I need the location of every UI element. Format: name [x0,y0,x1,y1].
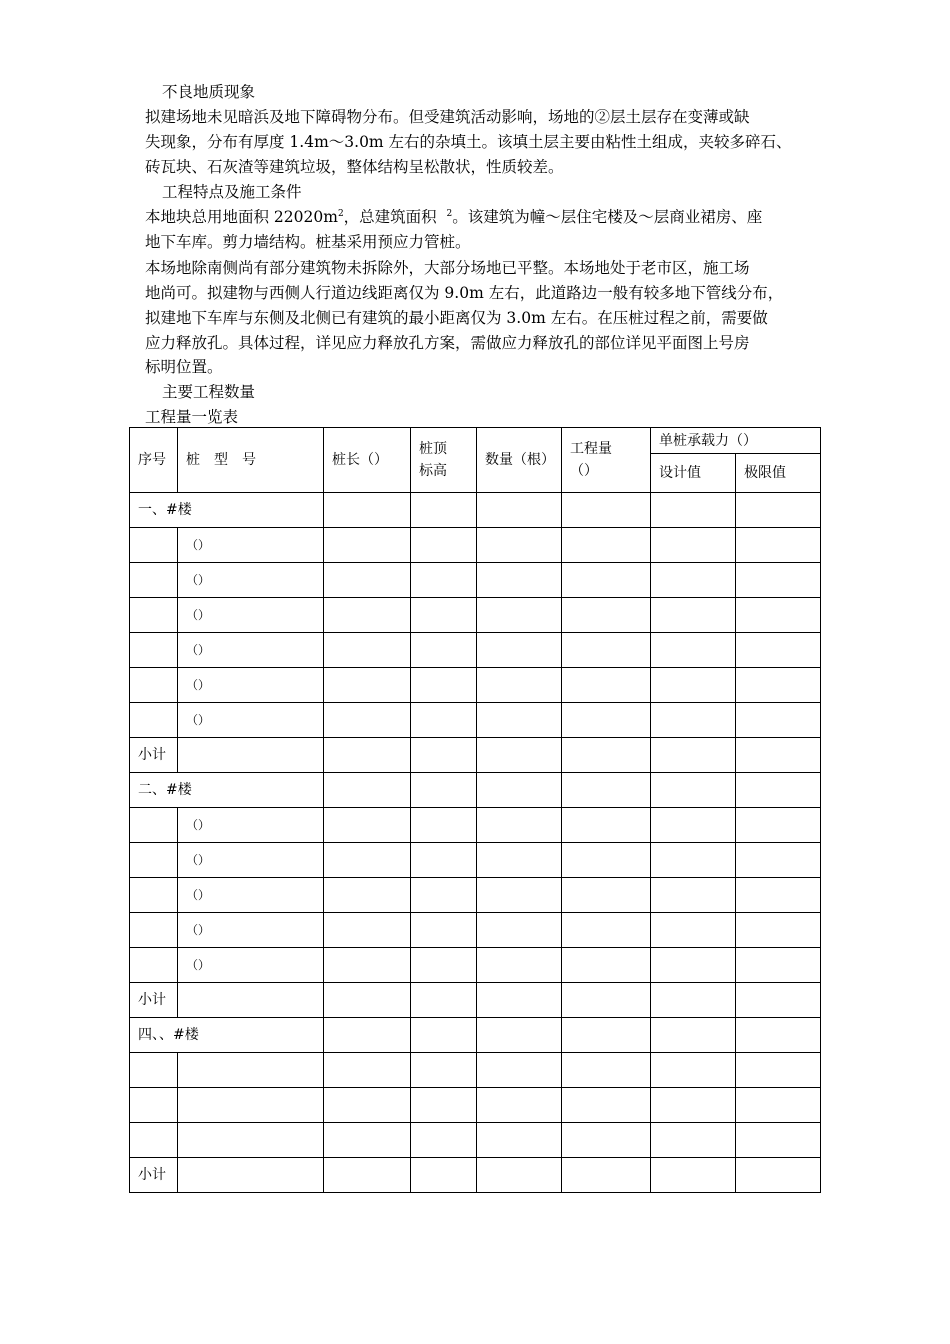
table-row [130,703,821,738]
pile-type-cell: （） [178,633,324,668]
pile-type-cell [178,1053,324,1088]
pile-type-cell: （） [178,878,324,913]
table-row [130,668,821,703]
subtotal-label: 小计 [130,738,178,773]
table-row [130,1053,821,1088]
subtotal-row [130,1158,821,1193]
superscript: 2 [337,208,344,219]
header-work-line1: 工程量 [570,441,612,457]
pile-type-cell: （） [178,668,324,703]
group-title: 四、、#楼 [130,1018,324,1053]
heading-adverse-geology: 不良地质现象 [162,83,256,101]
header-seq: 序号 [130,428,178,493]
header-pile-top-line1: 桩顶 [419,441,447,457]
pile-type-cell: （） [178,528,324,563]
group-title: 一、#楼 [130,493,324,528]
paragraph-line: 拟建地下车库与东侧及北侧已有建筑的最小距离仅为 3.0m 左右。在压桩过程之前，需要做 [145,309,768,327]
pile-type-cell [178,1123,324,1158]
pile-type-cell [178,1088,324,1123]
text-segment: 本地块总用地面积 22020m [145,208,338,226]
subtotal-label: 小计 [130,1158,178,1193]
pile-type-cell: （） [178,598,324,633]
paragraph-line: 砖瓦块、石灰渣等建筑垃圾，整体结构呈松散状，性质较差。 [145,158,564,176]
table-row [130,598,821,633]
header-limit-value: 极限值 [736,454,821,493]
table-row [130,808,821,843]
heading-project-features: 工程特点及施工条件 [162,183,302,201]
pile-type-cell: （） [178,808,324,843]
table-row [130,633,821,668]
superscript: 2 [446,208,453,219]
pile-type-cell: （） [178,703,324,738]
table-row [130,528,821,563]
table-caption: 工程量一览表 [145,408,239,426]
paragraph-line: 地尚可。拟建物与西侧人行道边线距离仅为 9.0m 左右，此道路边一般有较多地下管线分布， [145,284,784,302]
text-segment: ，总建筑面积 [343,208,437,226]
group-title: 二、#楼 [130,773,324,808]
group-title-row [130,1018,821,1053]
table-row [130,563,821,598]
group-title-row [130,773,821,808]
pile-type-cell: （） [178,843,324,878]
text-segment: 。该建筑为幢～层住宅楼及～层商业裙房、座 [452,208,763,226]
subtotal-row [130,983,821,1018]
pile-type-cell: （） [178,948,324,983]
paragraph-line: 地下车库。剪力墙结构。桩基采用预应力管桩。 [145,233,471,251]
paragraph-line: 失现象，分布有厚度 1.4m～3.0m 左右的杂填土。该填土层主要由粘性土组成，夹较多碎石、 [145,133,792,151]
paragraph-line: 标明位置。 [145,358,223,376]
paragraph-line: 应力释放孔。具体过程，详见应力释放孔方案，需做应力释放孔的部位详见平面图上号房 [145,334,750,352]
pile-type-cell: （） [178,913,324,948]
table-row [130,913,821,948]
group-title-row [130,493,821,528]
table-row [130,1123,821,1158]
subtotal-row [130,738,821,773]
header-work-amount [562,428,651,493]
header-pile-top-line2: 标高 [419,463,447,479]
header-work-line2: （） [570,463,598,479]
header-design-value: 设计值 [651,454,736,493]
header-pile-top [411,428,477,493]
header-quantity: 数量（根） [477,428,562,493]
header-pile-length: 桩长（） [324,428,411,493]
quantity-table [129,427,821,1193]
pile-type-cell: （） [178,563,324,598]
table-header-row [130,428,821,454]
table-row [130,843,821,878]
paragraph-line: 拟建场地未见暗浜及地下障碍物分布。但受建筑活动影响，场地的②层土层存在变薄或缺 [145,108,750,126]
subtotal-label: 小计 [130,983,178,1018]
paragraph-line-area [145,205,825,230]
header-pile-type: 桩 型 号 [178,428,324,493]
heading-main-quantities: 主要工程数量 [162,383,256,401]
header-capacity: 单桩承载力（） [651,428,821,454]
table-row [130,1088,821,1123]
table-row [130,878,821,913]
paragraph-line: 本场地除南侧尚有部分建筑物未拆除外，大部分场地已平整。本场地处于老市区，施工场 [145,259,750,277]
table-row [130,948,821,983]
